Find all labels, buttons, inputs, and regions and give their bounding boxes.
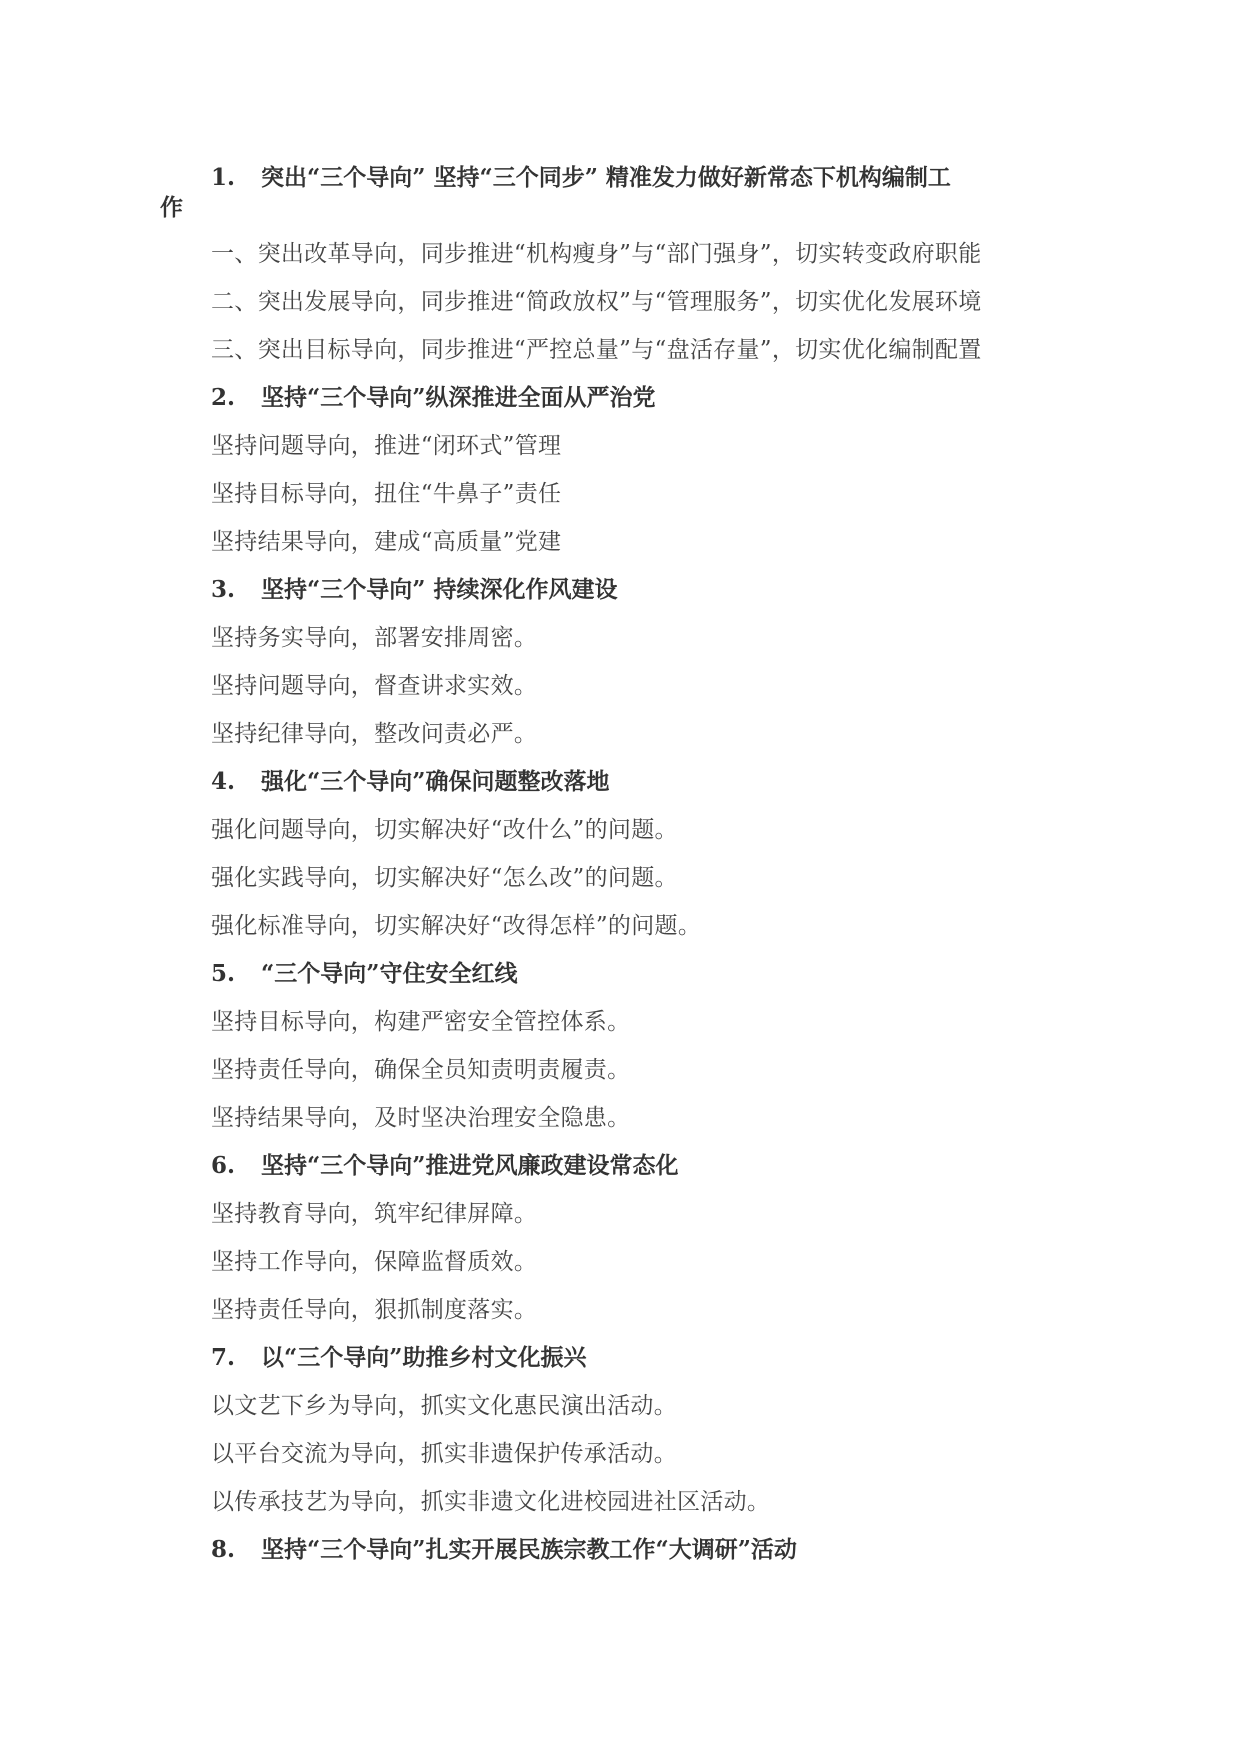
section-title: 坚持“三个导向”扎实开展民族宗教工作“大调研”活动 xyxy=(261,1536,797,1563)
section-title: 突出“三个导向” 坚持“三个同步” 精准发力做好新常态下机构编制工 xyxy=(261,164,951,191)
list-item: 强化实践导向，切实解决好“怎么改”的问题。 xyxy=(211,865,678,891)
section-number: 3. xyxy=(211,576,236,603)
list-item: 坚持责任导向，狠抓制度落实。 xyxy=(211,1297,538,1323)
list-item: 以平台交流为导向，抓实非遗保护传承活动。 xyxy=(211,1441,677,1467)
section-heading-4 xyxy=(160,758,1090,806)
list-item: 强化标准导向，切实解决好“改得怎样”的问题。 xyxy=(211,913,702,939)
list-item: 以传承技艺为导向，抓实非遗文化进校园进社区活动。 xyxy=(211,1489,771,1515)
section-heading-5 xyxy=(160,950,1090,998)
section-title: “三个导向”守住安全红线 xyxy=(261,960,518,987)
list-item: 坚持目标导向，扭住“牛鼻子”责任 xyxy=(211,481,562,507)
section-heading-2 xyxy=(160,374,1090,422)
section-number: 2. xyxy=(211,384,236,411)
section-number: 5. xyxy=(211,960,236,987)
section-number: 8. xyxy=(211,1536,236,1563)
list-item: 一、突出改革导向，同步推进“机构瘦身”与“部门强身”，切实转变政府职能 xyxy=(211,241,982,267)
list-item: 坚持工作导向，保障监督质效。 xyxy=(211,1249,538,1275)
list-item: 坚持结果导向，建成“高质量”党建 xyxy=(211,529,562,555)
section-heading-8 xyxy=(160,1526,1090,1574)
list-item: 坚持责任导向，确保全员知责明责履责。 xyxy=(211,1057,631,1083)
section-title: 强化“三个导向”确保问题整改落地 xyxy=(261,768,610,795)
document-body xyxy=(160,154,1090,1574)
list-item: 以文艺下乡为导向，抓实文化惠民演出活动。 xyxy=(211,1393,677,1419)
list-item: 坚持问题导向，推进“闭环式”管理 xyxy=(211,433,562,459)
list-item: 坚持问题导向，督查讲求实效。 xyxy=(211,673,538,699)
section-heading-6 xyxy=(160,1142,1090,1190)
section-title-continued: 作 xyxy=(160,194,183,221)
list-item: 坚持教育导向，筑牢纪律屏障。 xyxy=(211,1201,538,1227)
section-title: 坚持“三个导向”纵深推进全面从严治党 xyxy=(261,384,656,411)
section-heading-1 xyxy=(160,154,1090,230)
section-number: 1. xyxy=(211,164,236,191)
section-heading-7 xyxy=(160,1334,1090,1382)
list-item: 强化问题导向，切实解决好“改什么”的问题。 xyxy=(211,817,678,843)
list-item: 坚持纪律导向，整改问责必严。 xyxy=(211,721,538,747)
section-title: 坚持“三个导向” 持续深化作风建设 xyxy=(261,576,618,603)
list-item: 二、突出发展导向，同步推进“简政放权”与“管理服务”，切实优化发展环境 xyxy=(211,289,982,315)
section-title: 坚持“三个导向”推进党风廉政建设常态化 xyxy=(261,1152,679,1179)
section-number: 7. xyxy=(211,1344,236,1371)
section-title: 以“三个导向”助推乡村文化振兴 xyxy=(261,1344,587,1371)
section-number: 6. xyxy=(211,1152,236,1179)
list-item: 坚持务实导向，部署安排周密。 xyxy=(211,625,538,651)
section-heading-3 xyxy=(160,566,1090,614)
list-item: 坚持目标导向，构建严密安全管控体系。 xyxy=(211,1009,631,1035)
list-item: 坚持结果导向，及时坚决治理安全隐患。 xyxy=(211,1105,631,1131)
list-item: 三、突出目标导向，同步推进“严控总量”与“盘活存量”，切实优化编制配置 xyxy=(211,337,982,363)
section-number: 4. xyxy=(211,768,236,795)
